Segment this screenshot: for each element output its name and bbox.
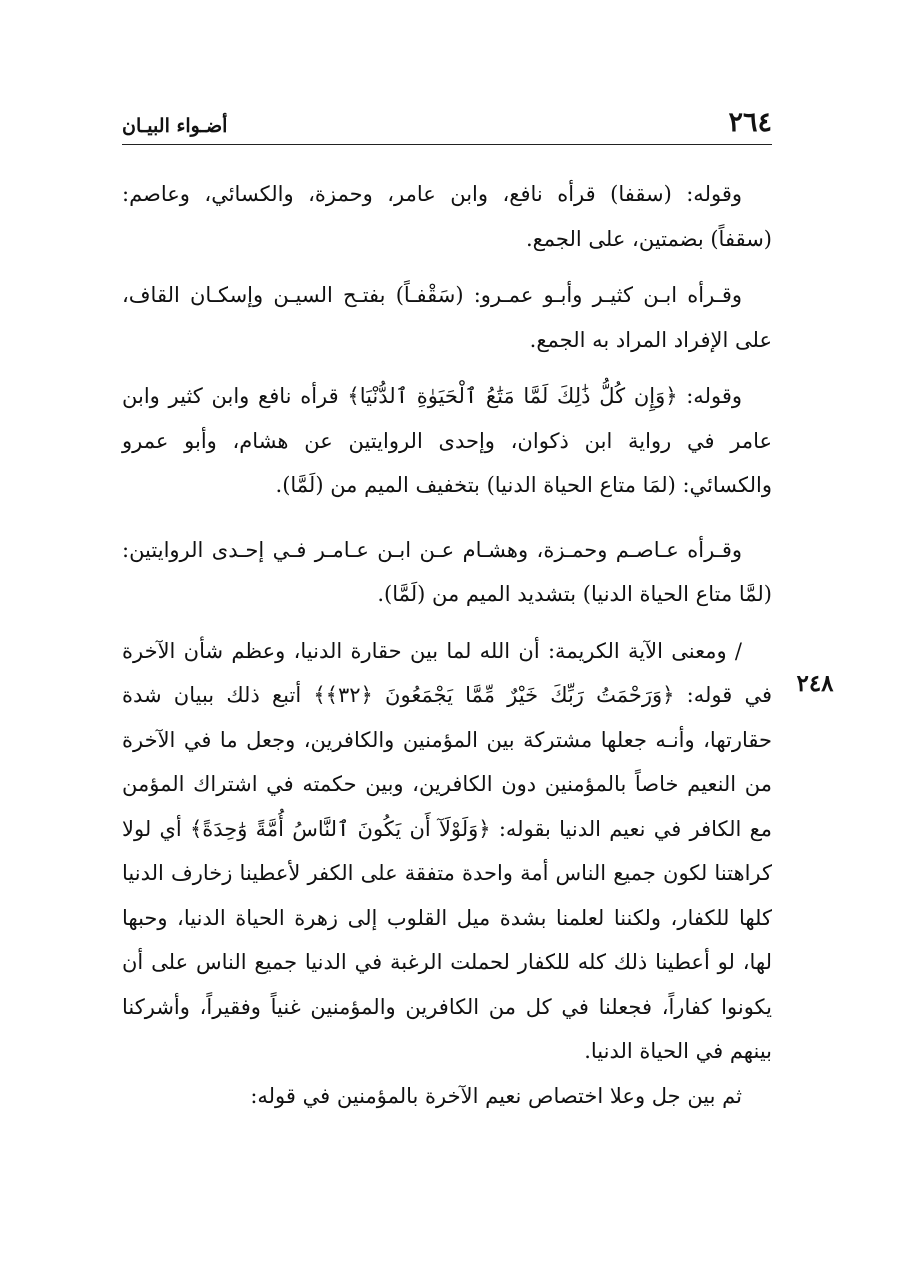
margin-page-reference: ٢٤٨ xyxy=(796,670,834,697)
page-header xyxy=(122,104,772,148)
paragraph-6: ثم بين جل وعلا اختصاص نعيم الآخرة بالمؤمنين في قوله: xyxy=(250,1083,742,1108)
page-number: ٢٦٤ xyxy=(728,107,772,138)
header-divider xyxy=(122,144,772,145)
book-title: أضـواء البيـان xyxy=(122,115,228,137)
paragraph-3: وقوله: ﴿وَإِن كُلُّ ذَٰلِكَ لَمَّا مَتَٰعُ ٱلْحَيَوٰةِ ٱلدُّنْيَا﴾ قرأه نافع وابن كثير وابن عامر في رواية ابن ذكوان، وإحدى الروايتين عن هشام، وأبو عمرو والكسائي: (لمَا متاع الحياة الدنيا) بتخفيف الميم من (لَمَّا). xyxy=(122,384,772,497)
paragraph-2: وقـرأه ابـن كثيـر وأبـو عمـرو: (سَقْفـاً) بفتـح السيـن وإسكـان القاف، على الإفراد المراد به الجمع. xyxy=(122,283,772,352)
paragraph-4: وقـرأه عـاصـم وحمـزة، وهشـام عـن ابـن عـامـر فـي إحـدى الروايتين: (لمَّا متاع الحياة الدنيا) بتشديد الميم من (لَمَّا). xyxy=(122,537,772,606)
paragraph-5: / ومعنى الآية الكريمة: أن الله لما بين حقارة الدنيا، وعظم شأن الآخرة في قوله: ﴿وَرَحْمَتُ رَبِّكَ خَيْرٌ مِّمَّا يَجْمَعُونَ ﴿٣٢﴾﴾ أتبع ذلك ببيان شدة حقارتها، وأنـه جعلها مشتركة بين المؤمنين والكافرين، وجعل ما في الآخرة من النعيم خاصاً بالمؤمنين دون الكافرين، وبين حكمته في اشتراك المؤمن مع الكافر في نعيم الدنيا بقوله: ﴿وَلَوْلَآ أَن يَكُونَ ٱلنَّاسُ أُمَّةً وَٰحِدَةً﴾ أي لولا كراهتنا لكون جميع الناس أمة واحدة متفقة على الكفر لأعطينا زخارف الدنيا كلها للكفار، ولكننا لعلمنا بشدة ميل القلوب إلى زهرة الحياة الدنيا، وحبها لها، لو أعطينا ذلك كله للكفار لحملت الرغبة في الدنيا جميع الناس على أن يكونوا كفاراً، فجعلنا في كل من الكافرين والمؤمنين غنياً وفقيراً، وأشركنا بينهم في الحياة الدنيا. xyxy=(122,638,772,1063)
body-text xyxy=(122,172,772,1118)
paragraph-1: وقوله: (سقفا) قرأه نافع، وابن عامر، وحمزة، والكسائي، وعاصم: (سقفاً) بضمتين، على الجمع. xyxy=(122,182,772,251)
